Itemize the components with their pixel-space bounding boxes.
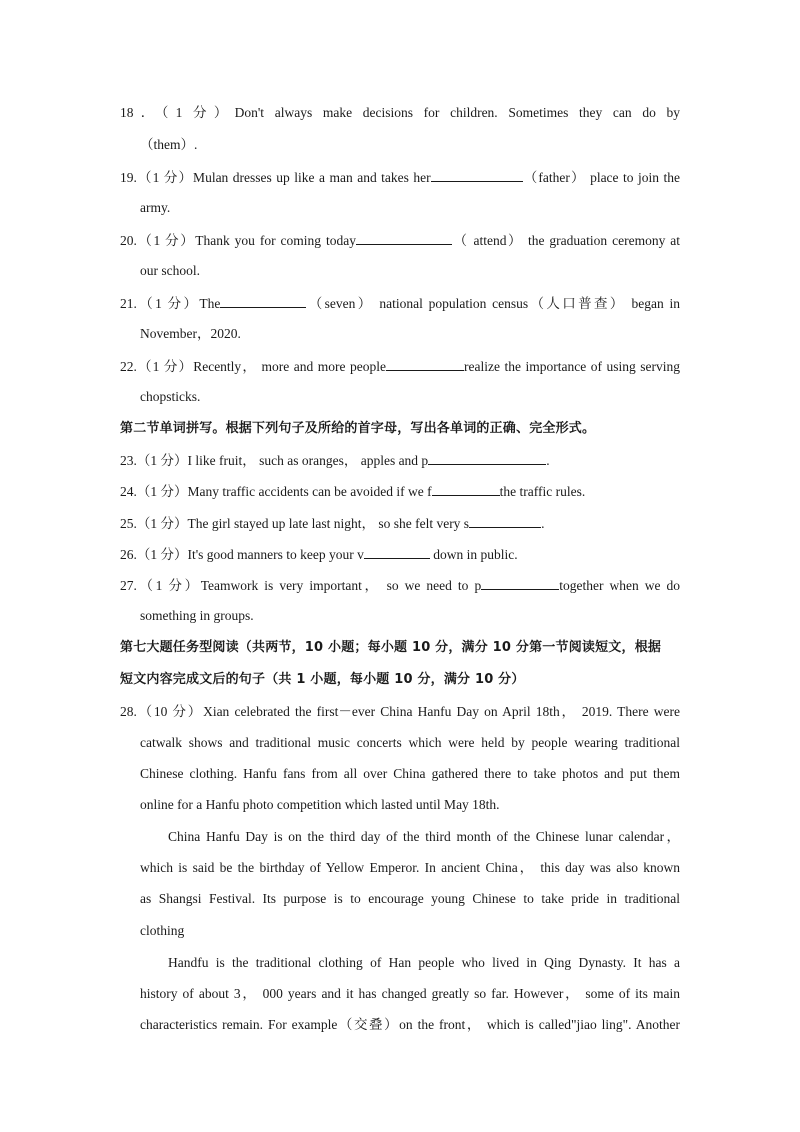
passage-text: as Shangsi Festival. Its purpose is to encourage young Chinese to take pride in traditional <box>140 891 680 906</box>
section-7-heading-line-1 <box>120 638 680 658</box>
answer-blank-19[interactable] <box>431 167 523 182</box>
question-21-text-b: （seven） national population census（人口普查） began in <box>306 296 680 311</box>
question-21-line-1 <box>120 293 680 314</box>
question-25-text-b: . <box>541 516 545 531</box>
question-23-text-b: . <box>546 453 550 468</box>
question-26-text-a: 26.（1 分）It's good manners to keep your v <box>120 547 364 562</box>
section-7-heading-text-a: 第七大题任务型阅读（共两节，10 小题；每小题 10 分，满分 10 分第一节阅读短文，根据 <box>120 640 662 655</box>
question-21-text-c: November，2020. <box>140 326 241 341</box>
passage-para-2-line-3 <box>140 889 680 909</box>
passage-para-2-line-4 <box>140 921 680 941</box>
question-19-text-a: 19.（1 分）Mulan dresses up like a man and takes her <box>120 170 431 185</box>
passage-text: Chinese clothing. Hanfu fans from all over China gathered there to take photos and put them <box>140 766 680 781</box>
passage-text: Handfu is the traditional clothing of Han people who lived in Qing Dynasty. It has a <box>168 955 680 970</box>
question-25 <box>120 513 680 534</box>
question-28-line-2 <box>140 733 680 753</box>
question-24-text-a: 24.（1 分）Many traffic accidents can be avoided if we f <box>120 484 432 499</box>
question-20-text-b: （ attend） the graduation ceremony at <box>451 233 680 248</box>
question-27-text-c: something in groups. <box>140 608 254 623</box>
answer-blank-20[interactable] <box>356 230 452 245</box>
passage-para-3-line-2 <box>140 984 680 1004</box>
question-27-line-1 <box>120 575 680 596</box>
question-18-line-2 <box>140 135 680 155</box>
passage-text: China Hanfu Day is on the third day of the third month of the Chinese lunar calendar， <box>168 829 680 844</box>
passage-text: online for a Hanfu photo competition which lasted until May 18th. <box>140 797 500 812</box>
question-23 <box>120 450 680 471</box>
question-20-line-2 <box>140 261 680 281</box>
section-7-heading-line-2 <box>120 670 680 690</box>
question-21-line-2 <box>140 324 680 344</box>
question-22-line-2 <box>140 387 680 407</box>
question-22-text-c: chopsticks. <box>140 389 201 404</box>
answer-blank-21[interactable] <box>220 293 306 308</box>
passage-para-3-line-1 <box>168 953 680 973</box>
question-28-line-3 <box>140 764 680 784</box>
passage-text: characteristics remain. For example（交叠）on the front， which is called"jiao ling". Another <box>140 1017 680 1032</box>
question-22-text-a: 22.（1 分）Recently， more and more people <box>120 359 386 374</box>
passage-text: history of about 3， 000 years and it has changed greatly so far. However， some of its main <box>140 986 680 1001</box>
answer-blank-26[interactable] <box>364 544 430 559</box>
question-27-text-a: 27.（1 分）Teamwork is very important， so we need to p <box>120 578 482 593</box>
question-27-text-b: together when we do <box>559 578 680 593</box>
question-24 <box>120 481 680 502</box>
section-2-heading <box>120 419 680 439</box>
question-21-text-a: 21.（1 分）The <box>120 296 221 311</box>
question-27-line-2 <box>140 606 680 626</box>
question-22-text-b: realize the importance of using serving <box>463 359 680 374</box>
answer-blank-22[interactable] <box>386 356 464 371</box>
question-19-text-b: （father） place to join the <box>522 170 680 185</box>
question-20-text-a: 20.（1 分）Thank you for coming today <box>120 233 356 248</box>
question-19-text-c: army. <box>140 200 171 215</box>
section-2-heading-text: 第二节单词拼写。根据下列句子及所给的首字母，写出各单词的正确、完全形式。 <box>120 421 596 436</box>
answer-blank-25[interactable] <box>469 513 541 528</box>
question-19-line-1 <box>120 167 680 188</box>
question-18-text: 18．（1 分）Don't always make decisions for children. Sometimes they can do by <box>120 105 680 120</box>
passage-para-2-line-1 <box>168 827 680 847</box>
question-26-text-b: down in public. <box>429 547 518 562</box>
passage-para-2-line-2 <box>140 858 680 878</box>
question-25-text-a: 25.（1 分）The girl stayed up late last night， so she felt very s <box>120 516 470 531</box>
question-20-text-c: our school. <box>140 263 200 278</box>
section-7-heading-text-b: 短文内容完成文后的句子（共 1 小题，每小题 10 分，满分 10 分） <box>120 672 525 687</box>
passage-text: 28.（10 分）Xian celebrated the first－ever China Hanfu Day on April 18th， 2019. There were <box>120 704 680 719</box>
question-23-text-a: 23.（1 分）I like fruit， such as oranges， apples and p <box>120 453 429 468</box>
question-28-line-1 <box>120 702 680 722</box>
question-18-line-1 <box>120 103 680 123</box>
question-18-hint: （them）. <box>140 137 198 152</box>
question-20-line-1 <box>120 230 680 251</box>
question-24-text-b: the traffic rules. <box>499 484 586 499</box>
question-26 <box>120 544 680 565</box>
passage-text: which is said be the birthday of Yellow Emperor. In ancient China， this day was also known <box>140 860 680 875</box>
passage-text: clothing <box>140 923 185 938</box>
answer-blank-27[interactable] <box>481 575 559 590</box>
answer-blank-24[interactable] <box>432 481 500 496</box>
question-22-line-1 <box>120 356 680 377</box>
question-28-line-4 <box>140 795 680 815</box>
question-19-line-2 <box>140 198 680 218</box>
passage-text: catwalk shows and traditional music concerts which were held by people wearing traditional <box>140 735 680 750</box>
answer-blank-23[interactable] <box>428 450 546 465</box>
passage-para-3-line-3 <box>140 1015 680 1035</box>
